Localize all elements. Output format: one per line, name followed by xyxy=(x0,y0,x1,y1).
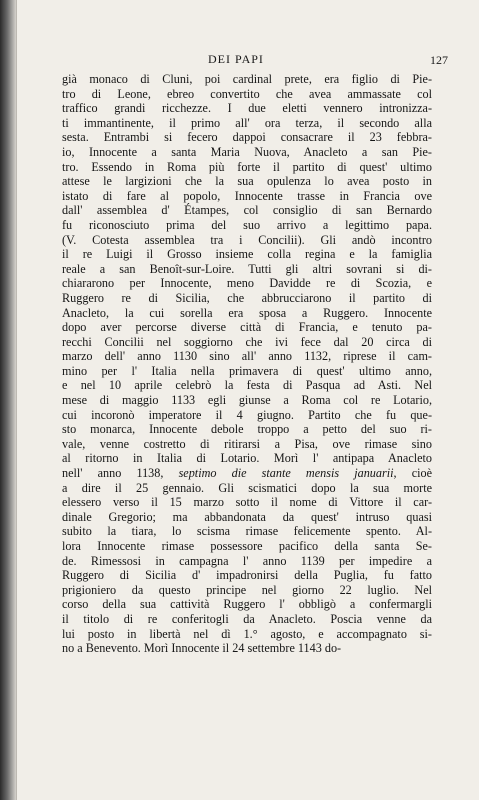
text-line: corso della sua cattività Ruggero l' obbligò a confermargli xyxy=(62,597,432,612)
text-line: no a Benevento. Morì Innocente il 24 settembre 1143 do- xyxy=(62,641,342,656)
running-header: DEI PAPI xyxy=(208,52,264,66)
text-line: io, Innocente a santa Maria Nuova, Anacleto a san Pie- xyxy=(62,144,432,159)
text-line: il re Luigi il Grosso insieme colla regina e la famiglia xyxy=(62,247,432,262)
italic-latin-phrase: septimo die stante mensis januarii xyxy=(178,466,394,481)
text-line: a dire il 25 gennaio. Gli scismatici dopo la sua morte xyxy=(62,480,432,495)
text-line: subito la tiara, lo scisma rimase felicemente spento. Al- xyxy=(62,524,432,539)
text-line: cui incoronò imperatore il 4 giugno. Partito che fu que- xyxy=(62,407,432,422)
text-line: fu riconosciuto prima del suo arrivo a legittimo papa. xyxy=(62,217,432,232)
text-line: già monaco di Cluni, poi cardinal prete, era figlio di Pie- xyxy=(62,72,432,86)
text-segment: nell' anno 1138, xyxy=(62,466,179,481)
text-line: chiararono per Innocente, meno Davidde re di Scozia, e xyxy=(62,276,432,291)
text-line: e nel 10 aprile celebrò la festa di Pasqua ad Asti. Nel xyxy=(62,378,432,393)
text-line: istato di fare al popolo, Innocente trasse in Francia ove xyxy=(62,188,432,203)
text-line: mese di maggio 1133 egli giunse a Roma col re Lotario, xyxy=(62,393,432,408)
page-number: 127 xyxy=(430,53,448,67)
text-line: tro di Leone, ebreo convertito che avea ammassate col xyxy=(62,86,432,101)
text-line: sesta. Entrambi si fecero dappoi consacrare il 23 febbra- xyxy=(62,130,432,145)
text-line: marzo dell' anno 1130 sino all' anno 1132, riprese il cam- xyxy=(62,349,432,364)
text-line: lui posto in libertà nel dì 1.° agosto, e accompagnato si- xyxy=(62,626,432,641)
gutter-edge xyxy=(16,0,17,800)
text-line: traffico grandi ricchezze. I due eletti vennero intronizza- xyxy=(62,101,432,116)
text-segment: , cioè xyxy=(393,466,432,481)
text-line: (V. Cotesta assemblea tra i Concilii). Gli andò incontro xyxy=(62,232,432,247)
text-line: lora Innocente rimase possessore pacifico della santa Se- xyxy=(62,539,432,553)
text-line: vale, venne costretto di ritirarsi a Pisa, ove rimase sino xyxy=(62,436,432,451)
body-text xyxy=(62,72,432,656)
text-line: dopo aver percorse diverse città di Francia, e tenuto pa- xyxy=(62,320,432,335)
text-line: recchi Concilii nel soggiorno che ivi fece dal 20 circa di xyxy=(62,334,432,349)
text-line: ti immantinente, il primo all' ora terza, il secondo alla xyxy=(62,115,432,130)
text-line: Ruggero re di Sicilia, che abbrucciarono il partito di xyxy=(62,290,432,305)
text-line: attese le largizioni che la sua opulenza lo avea posto in xyxy=(62,174,432,189)
text-line: tro. Essendo in Roma più forte il partito di quest' ultimo xyxy=(62,159,432,174)
text-line: sto monarca, Innocente debole troppo a petto del suo ri- xyxy=(62,422,432,437)
text-line-with-italic xyxy=(62,466,432,481)
text-line: dall' assemblea d' Étampes, col consiglio di san Bernardo xyxy=(62,203,432,218)
text-line: de. Rimessosi in campagna l' anno 1139 per impedire a xyxy=(62,553,432,568)
text-line: Anacleto, la cui sorella era sposa a Ruggero. Innocente xyxy=(62,305,432,320)
text-line: il titolo di re conferitogli da Anacleto. Poscia venne da xyxy=(62,611,432,626)
binding-shadow xyxy=(0,0,16,800)
text-line: Ruggero di Sicilia d' impadronirsi della Puglia, fu fatto xyxy=(62,568,432,583)
text-line: prigioniero da questo principe nel giorno 22 luglio. Nel xyxy=(62,582,432,597)
text-line: dinale Gregorio; ma abbandonata da quest' intruso quasi xyxy=(62,509,432,524)
text-line: al ritorno in Italia di Lotario. Morì l' antipapa Anacleto xyxy=(62,451,432,466)
text-line: elessero verso il 15 marzo sotto il nome di Vittore il car- xyxy=(62,495,432,510)
text-line: reale a san Benoît-sur-Loire. Tutti gli altri sovrani si di- xyxy=(62,261,432,276)
text-line: mino per l' Italia nella primavera di quest' ultimo anno, xyxy=(62,363,432,378)
